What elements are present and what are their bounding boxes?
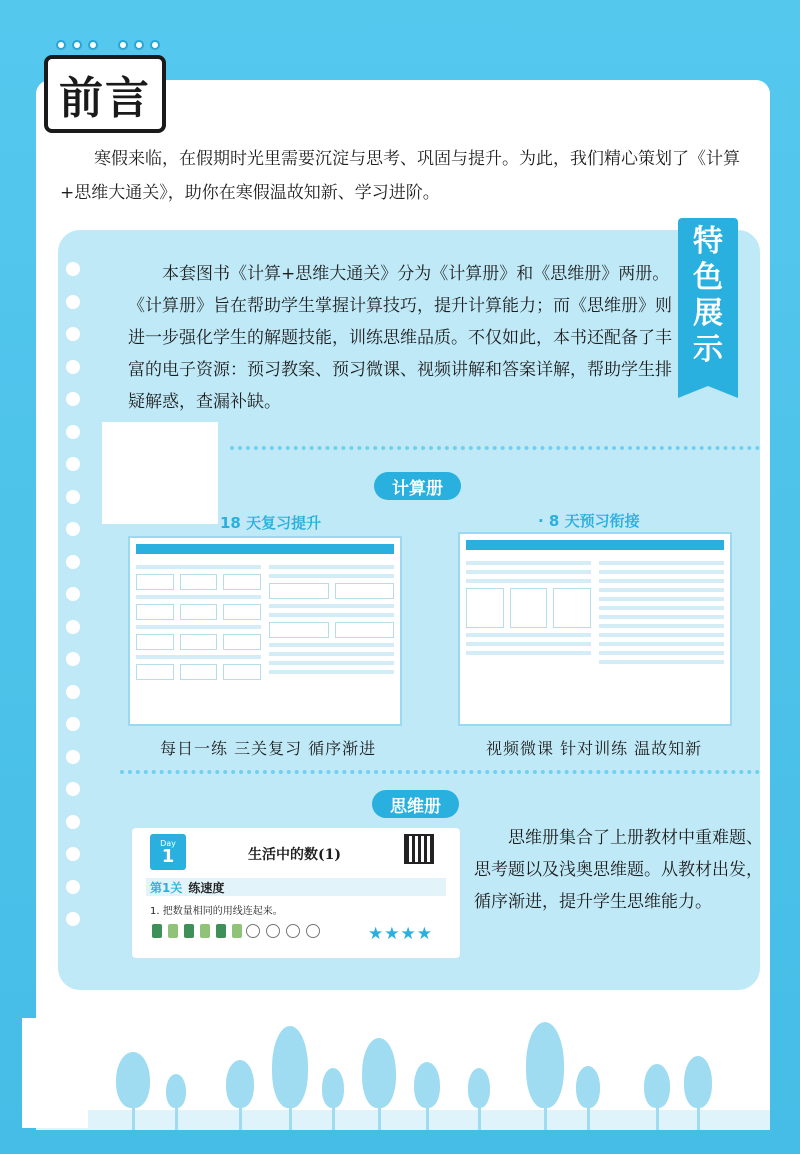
spiral-hole bbox=[66, 912, 80, 926]
tree-icon bbox=[684, 1056, 712, 1130]
spiral-hole bbox=[66, 490, 80, 504]
tree-icon bbox=[644, 1064, 670, 1130]
binder-ring bbox=[134, 40, 144, 50]
calc-left-caption: 18 天复习提升 bbox=[220, 514, 322, 532]
binder-rings-right bbox=[118, 40, 160, 50]
tree-icon bbox=[226, 1060, 254, 1130]
calc-sample-page-left bbox=[128, 536, 402, 726]
figure-icon bbox=[232, 924, 242, 938]
calc-right-motto: 视频微课 针对训练 温故知新 bbox=[486, 739, 703, 758]
badge-tail bbox=[678, 386, 738, 398]
tree-icon bbox=[272, 1026, 308, 1130]
figure-icon bbox=[200, 924, 210, 938]
apple-icon bbox=[266, 924, 280, 938]
tree-icon bbox=[414, 1062, 440, 1130]
spiral-hole bbox=[66, 392, 80, 406]
spiral-hole bbox=[66, 880, 80, 894]
title-tab bbox=[44, 55, 166, 133]
calc-left-motto: 每日一练 三关复习 循序渐进 bbox=[160, 739, 377, 758]
spiral-hole bbox=[66, 295, 80, 309]
spiral-hole bbox=[66, 652, 80, 666]
tree-icon bbox=[576, 1066, 600, 1130]
calc-right-caption: · 8 天预习衔接 bbox=[538, 512, 640, 530]
level-bar bbox=[146, 878, 446, 896]
thumb-header-bar bbox=[466, 540, 724, 550]
spiral-hole bbox=[66, 717, 80, 731]
spiral-hole bbox=[66, 685, 80, 699]
spiral-hole bbox=[66, 750, 80, 764]
spiral-hole bbox=[66, 620, 80, 634]
binder-ring bbox=[72, 40, 82, 50]
apple-icon bbox=[286, 924, 300, 938]
tree-icon bbox=[468, 1068, 490, 1130]
tree-decoration bbox=[36, 995, 770, 1130]
spiral-hole bbox=[66, 782, 80, 796]
binder-ring bbox=[118, 40, 128, 50]
level-number: 第1关 bbox=[150, 880, 183, 895]
sample-page-title: 生活中的数(1) bbox=[248, 847, 341, 863]
tree-icon bbox=[526, 1022, 564, 1130]
figure-icon bbox=[184, 924, 194, 938]
apple-row bbox=[246, 924, 320, 938]
figure-icon bbox=[152, 924, 162, 938]
spiral-binding bbox=[66, 262, 80, 926]
dotted-divider bbox=[230, 446, 760, 450]
tree-icon bbox=[322, 1068, 344, 1130]
figure-icon bbox=[216, 924, 226, 938]
page-title: 前言 bbox=[59, 73, 151, 124]
redaction-block bbox=[102, 422, 218, 524]
think-paragraph: 思维册集合了上册教材中重难题、思考题以及浅奥思维题。从教材出发，循序渐进，提升学生思维能力。 bbox=[474, 828, 763, 912]
dotted-divider bbox=[120, 770, 760, 774]
spiral-hole bbox=[66, 425, 80, 439]
spiral-hole bbox=[66, 262, 80, 276]
think-sample-page bbox=[132, 828, 460, 958]
feature-paragraph: 本套图书《计算+思维大通关》分为《计算册》和《思维册》两册。《计算册》旨在帮助学生掌握计算技巧，提升计算能力；而《思维册》则进一步强化学生的解题技能，训练思维品质。不仅如此，本书还配备了丰富的电子资源：预习教案、预习微课、视频讲解和答案详解，帮助学生排疑解惑，查漏补缺。 bbox=[128, 264, 672, 412]
day-number: 1 bbox=[161, 845, 175, 867]
think-book-label: 思维册 bbox=[372, 790, 459, 818]
day-badge bbox=[150, 834, 186, 870]
tree-icon bbox=[166, 1074, 186, 1130]
day-label: Day bbox=[160, 838, 176, 848]
apple-icon bbox=[306, 924, 320, 938]
spiral-hole bbox=[66, 360, 80, 374]
badge-char: 色 bbox=[693, 260, 723, 295]
spiral-hole bbox=[66, 555, 80, 569]
spiral-hole bbox=[66, 327, 80, 341]
binder-ring bbox=[150, 40, 160, 50]
badge-char: 示 bbox=[693, 332, 723, 367]
tree-icon bbox=[362, 1038, 396, 1130]
binder-ring bbox=[56, 40, 66, 50]
qr-code-icon bbox=[404, 834, 434, 864]
badge-char: 特 bbox=[693, 224, 723, 259]
task-instruction: 1. 把数量相同的用线连起来。 bbox=[150, 906, 283, 917]
spiral-hole bbox=[66, 815, 80, 829]
thumb-header-bar bbox=[136, 544, 394, 554]
star-rating: ★★★★ bbox=[368, 924, 433, 944]
spiral-hole bbox=[66, 587, 80, 601]
calc-book-label: 计算册 bbox=[374, 472, 461, 500]
spiral-hole bbox=[66, 847, 80, 861]
tree-icon bbox=[116, 1052, 150, 1130]
feature-badge bbox=[678, 218, 738, 386]
figure-icon bbox=[168, 924, 178, 938]
apple-icon bbox=[246, 924, 260, 938]
binder-ring bbox=[88, 40, 98, 50]
spiral-hole bbox=[66, 457, 80, 471]
calc-sample-page-right bbox=[458, 532, 732, 726]
figure-row bbox=[152, 924, 242, 938]
intro-paragraph: 寒假来临，在假期时光里需要沉淀与思考、巩固与提升。为此，我们精心策划了《计算+思维大通关》，助你在寒假温故知新、学习进阶。 bbox=[60, 149, 740, 203]
level-title: 练速度 bbox=[188, 880, 225, 895]
binder-rings-left bbox=[56, 40, 98, 50]
redaction-block bbox=[22, 1018, 88, 1128]
spiral-hole bbox=[66, 522, 80, 536]
badge-char: 展 bbox=[693, 296, 723, 331]
